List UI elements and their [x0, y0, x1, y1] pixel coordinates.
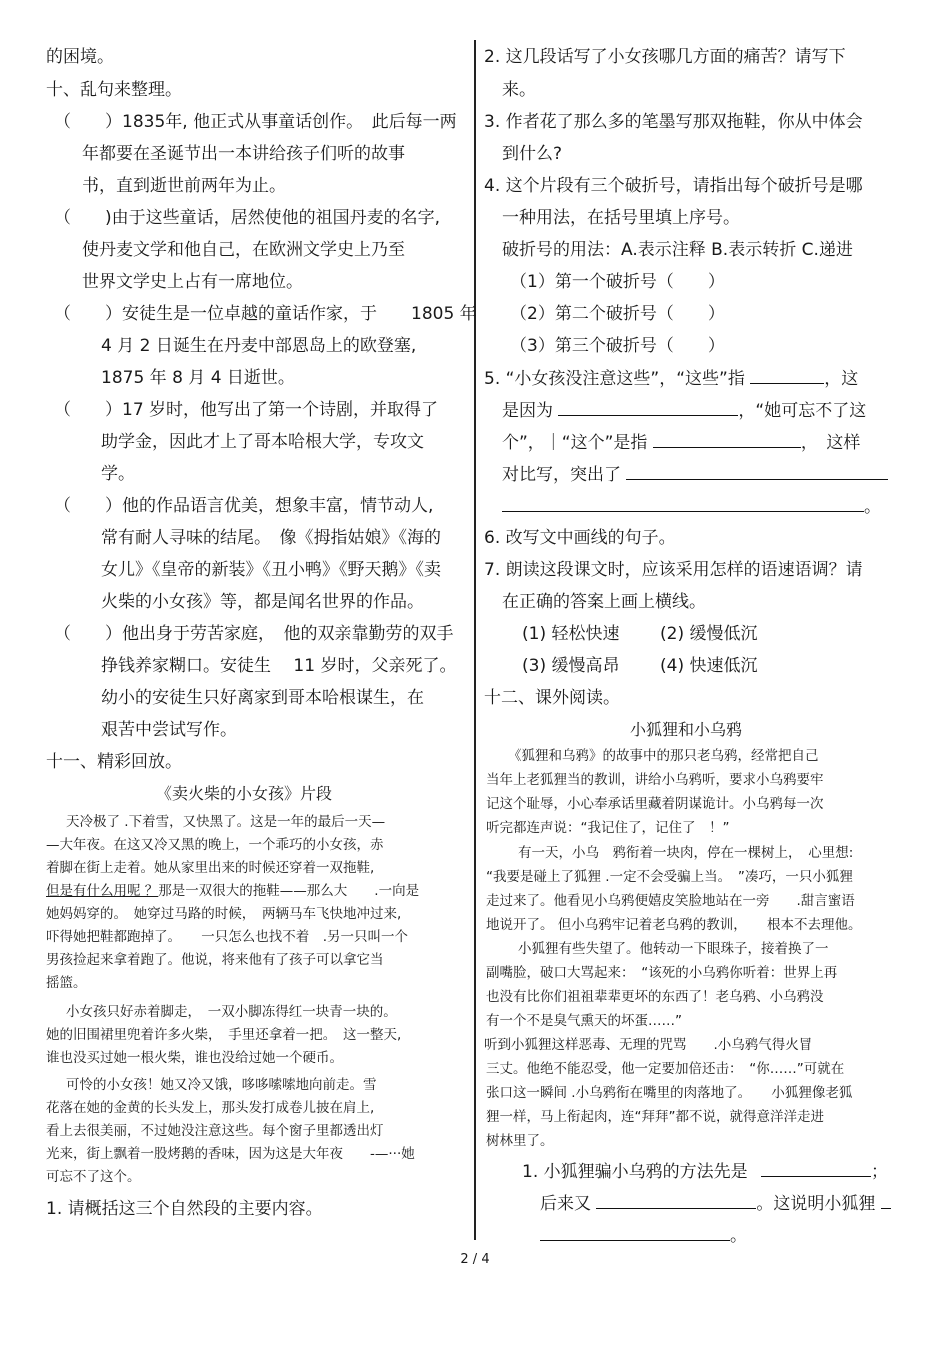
question-3: 3. 作者花了那么多的笔墨写那双拖鞋，你从中体会 — [484, 112, 863, 132]
answer-blank[interactable] — [761, 1160, 871, 1177]
question-4: 4. 这个片段有三个破折号，请指出每个破折号是哪 — [484, 176, 863, 196]
dash-item: （1）第一个破折号（ ） — [510, 272, 725, 292]
story-question-1: 1. 小狐狸骗小乌鸦的方法先是 ； — [522, 1162, 889, 1182]
question-7: 7. 朗读这段课文时，应该采用怎样的语速语调？请 — [484, 560, 863, 580]
passage-title: 《卖火柴的小女孩》片段 — [156, 784, 333, 803]
answer-blank[interactable] — [596, 1192, 756, 1209]
option[interactable]: (1) 轻松快速 — [522, 624, 620, 644]
answer-blank[interactable] — [502, 495, 864, 512]
page-number: 2 / 4 — [460, 1252, 490, 1267]
answer-blank[interactable] — [881, 1192, 891, 1209]
continuation-text: 的困境。 — [46, 47, 114, 67]
dash-item: （2）第二个破折号（ ） — [510, 304, 725, 324]
question-6: 6. 改写文中画线的句子。 — [484, 528, 676, 548]
answer-blank[interactable] — [540, 1224, 730, 1241]
column-divider — [474, 40, 476, 1240]
dash-item: （3）第三个破折号（ ） — [510, 336, 725, 356]
question-5: 5. “小女孩没注意这些”，“这些”指 ，这 — [484, 369, 859, 389]
answer-blank[interactable] — [626, 463, 888, 480]
option[interactable]: (4) 快速低沉 — [660, 656, 758, 676]
question-1: 1. 请概括这三个自然段的主要内容。 — [46, 1199, 323, 1219]
section-10-title: 十、乱句来整理。 — [46, 80, 182, 100]
answer-blank[interactable] — [558, 399, 738, 416]
option[interactable]: (2) 缓慢低沉 — [660, 624, 758, 644]
section-12-title: 十二、课外阅读。 — [484, 688, 620, 708]
question-2: 2. 这几段话写了小女孩哪几方面的痛苦？请写下 — [484, 47, 846, 67]
underlined-sentence: 但是有什么用呢 ？ — [46, 883, 159, 899]
section-11-title: 十一、精彩回放。 — [46, 752, 182, 772]
dash-usage: 破折号的用法：A.表示注释 B.表示转折 C.递进 — [502, 240, 853, 260]
option[interactable]: (3) 缓慢高昂 — [522, 656, 620, 676]
story-title: 小狐狸和小乌鸦 — [630, 720, 743, 739]
answer-blank[interactable] — [653, 431, 801, 448]
answer-blank[interactable] — [750, 367, 824, 384]
